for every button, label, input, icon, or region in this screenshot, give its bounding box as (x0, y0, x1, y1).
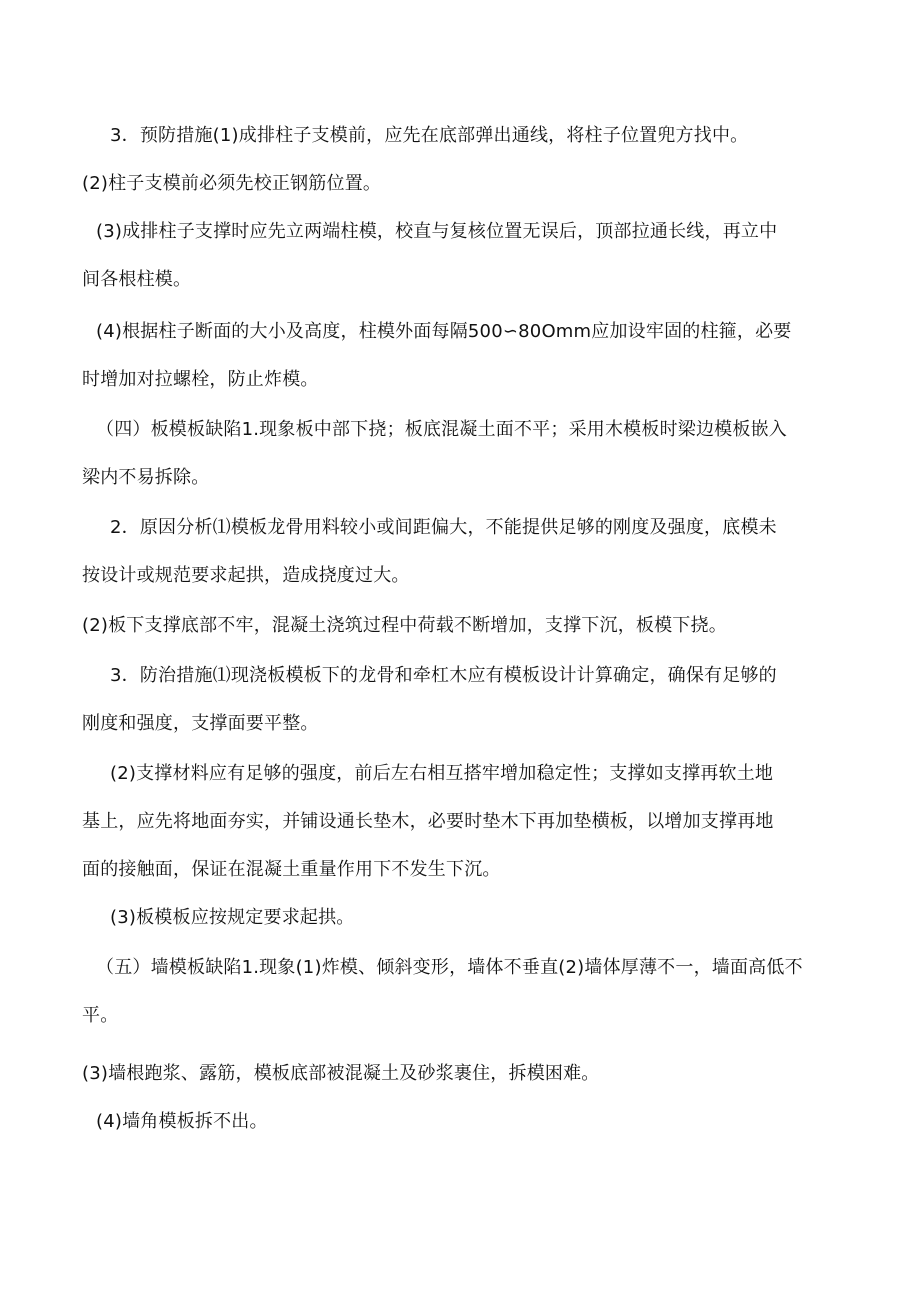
text-line: 按设计或规范要求起拱，造成挠度过大。 (82, 565, 410, 586)
text-line: 2．原因分析⑴模板龙骨用料较小或间距偏大，不能提供足够的刚度及强度，底模未 (110, 517, 777, 538)
text-line: (3)板模板应按规定要求起拱。 (110, 907, 355, 928)
text-line: (3)成排柱子支撑时应先立两端柱模，校直与复核位置无误后，顶部拉通长线，再立中 (96, 221, 778, 242)
text-line: 基上，应先将地面夯实，并铺设通长垫木，必要时垫木下再加垫横板，以增加支撑再地 (82, 811, 774, 832)
text-line: 刚度和强度，支撑面要平整。 (82, 713, 319, 734)
text-line: 3．防治措施⑴现浇板模板下的龙骨和牵杠木应有模板设计计算确定，确保有足够的 (110, 665, 777, 686)
text-line: 平。 (82, 1005, 119, 1026)
text-line: 面的接触面，保证在混凝土重量作用下不发生下沉。 (82, 859, 501, 880)
text-line: (3)墙根跑浆、露筋，模板底部被混凝土及砂浆裹住，拆模困难。 (82, 1063, 600, 1084)
text-line: 梁内不易拆除。 (82, 467, 210, 488)
text-line: 间各根柱模。 (82, 269, 192, 290)
text-line: (2)支撑材料应有足够的强度，前后左右相互搭牢增加稳定性；支撑如支撑再软土地 (110, 763, 774, 784)
text-line: 时增加对拉螺栓，防止炸模。 (82, 369, 319, 390)
text-line: (4)根据柱子断面的大小及高度，柱模外面每隔500∽80Omm应加设牢固的柱箍，必要 (96, 321, 792, 342)
text-line: (2)柱子支模前必须先校正钢筋位置。 (82, 173, 382, 194)
text-line: (4)墙角模板拆不出。 (96, 1111, 268, 1132)
text-line: 3．预防措施(1)成排柱子支模前，应先在底部弹出通线，将柱子位置兜方找中。 (110, 125, 749, 146)
text-line: (2)板下支撑底部不牢，混凝土浇筑过程中荷载不断增加，支撑下沉，板模下挠。 (82, 615, 727, 636)
text-line: （四）板模板缺陷1.现象板中部下挠；板底混凝土面不平；采用木模板时梁边模板嵌入 (96, 419, 787, 440)
text-line: （五）墙模板缺陷1.现象(1)炸模、倾斜变形，墙体不垂直(2)墙体厚薄不一，墙面高低不 (96, 957, 803, 978)
